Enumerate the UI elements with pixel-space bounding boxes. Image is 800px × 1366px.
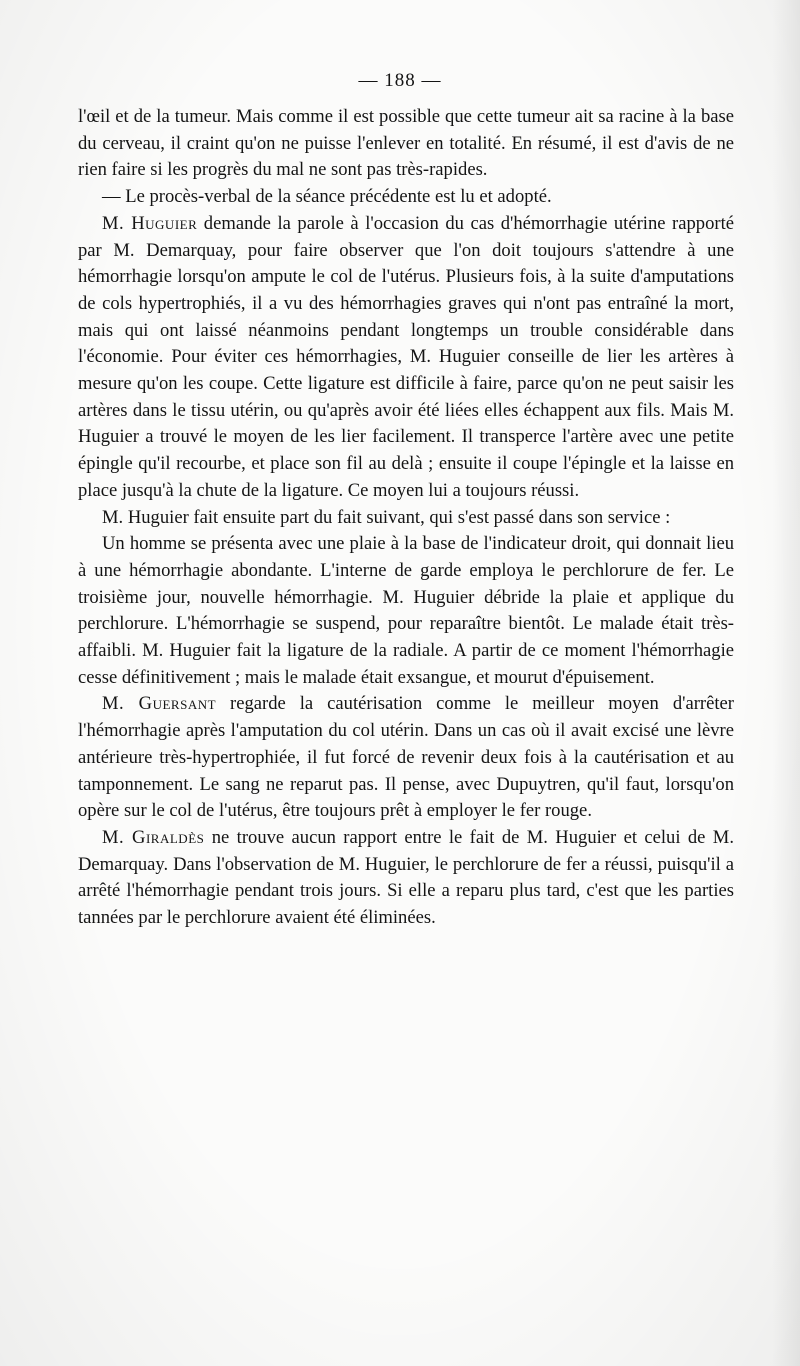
paragraph-huguier-case — [78, 505, 734, 532]
page-number: — 188 — — [358, 70, 442, 91]
paragraph-text: ne trouve aucun rapport entre le fait de M. Huguier et celui de M. Demarquay. Dans l'observation de M. Huguier, le perchlorure de fer a réussi, puisqu'il a arrêté l'hémorrhagie pendant trois jours. Si elle a reparu plus tard, c'est que les parties tannées par le perchlorure avaient été éliminées. — [78, 826, 734, 929]
paragraph-text: l'œil et de la tumeur. Mais comme il est possible que cette tumeur ait sa racine à la base du cerveau, il craint qu'on ne puisse l'enlever en totalité. En résumé, il est d'avis de ne rien faire si les progrès du mal ne sont pas très-rapides. — [78, 106, 734, 181]
paragraph-continuation — [78, 104, 734, 184]
paragraph-case-report — [78, 531, 734, 691]
paragraph-guersant — [78, 691, 734, 825]
paragraph-text: — Le procès-verbal de la séance précédente est lu et adopté. — [102, 186, 552, 208]
speaker-name: M. Guersant — [102, 693, 217, 715]
speaker-name: M. Giraldès — [102, 826, 205, 848]
page-edge-shadow — [772, 0, 800, 1366]
paragraph-proces-verbal — [78, 184, 734, 211]
paragraph-huguier-remarks — [78, 211, 734, 505]
paragraph-giraldes — [78, 825, 734, 932]
paragraph-text: regarde la cautérisation comme le meilleur moyen d'arrêter l'hémorrhagie après l'amputation du col utérin. Dans un cas où il avait excisé une lèvre antérieure très-hypertrophiée, il fut forcé de revenir deux fois à la cautérisation et au tamponnement. Le sang ne reparut pas. Il pense, avec Dupuytren, qu'il faut, lorsqu'on opère sur le col de l'utérus, être toujours prêt à employer le fer rouge. — [78, 693, 734, 822]
speaker-name: M. Huguier — [102, 212, 198, 234]
paragraph-text: Un homme se présenta avec une plaie à la base de l'indicateur droit, qui donnait lieu à une hémorrhagie abondante. L'interne de garde employa le perchlorure de fer. Le troisième jour, nouvelle hémorrhagie. M. Huguier débride la plaie et applique du perchlorure. L'hémorrhagie se suspend, pour reparaître bientôt. Le malade était très-affaibli. M. Huguier fait la ligature de la radiale. A partir de ce moment l'hémorrhagie cesse définitivement ; mais le malade était exsangue, et mourut d'épuisement. — [78, 533, 734, 688]
text-body — [78, 104, 734, 932]
paragraph-text: demande la parole à l'occasion du cas d'hémorrhagie utérine rapporté par M. Demarquay, pour faire observer que l'on doit toujours s'attendre à une hémorrhagie lorsqu'on ampute le col de l'utérus. Plusieurs fois, à la suite d'amputations de cols hypertrophiés, il a vu des hémorrhagies graves qui n'ont pas entraîné la mort, mais qui ont laissé néanmoins pendant longtemps un trouble considérable dans l'économie. Pour éviter ces hémorrhagies, M. Huguier conseille de lier les artères à mesure qu'on les coupe. Cette ligature est difficile à faire, parce qu'on ne peut saisir les artères dans le tissu utérin, ou qu'après avoir été liées elles échappent aux fils. Mais M. Huguier a trouvé le moyen de les lier facilement. Il transperce l'artère avec une petite épingle qu'il recourbe, et place son fil au delà ; ensuite il coupe l'épingle et la laisse en place jusqu'à la chute de la ligature. Ce moyen lui a toujours réussi. — [78, 212, 734, 501]
paragraph-text: M. Huguier fait ensuite part du fait suivant, qui s'est passé dans son service : — [102, 506, 671, 528]
